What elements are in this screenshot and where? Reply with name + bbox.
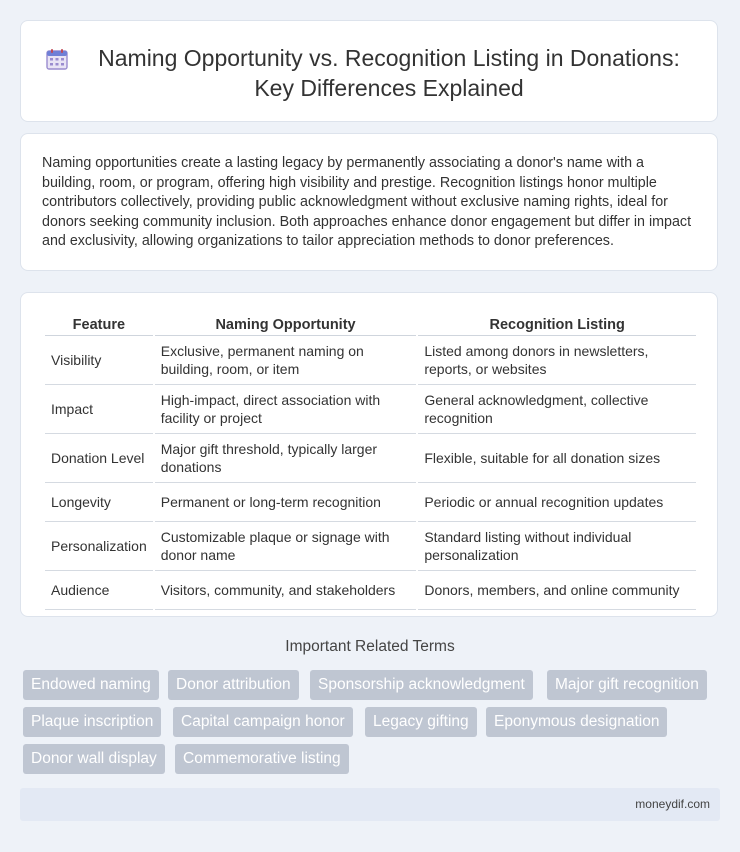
feature-cell: Donation Level [45, 434, 153, 483]
header-feature: Feature [45, 315, 153, 336]
naming-cell: Exclusive, permanent naming on building, room, or item [155, 336, 417, 385]
tag-eponymous-designation[interactable]: Eponymous designation [486, 707, 667, 737]
feature-cell: Longevity [45, 483, 153, 522]
recognition-cell: General acknowledgment, collective recognition [418, 385, 696, 434]
tag-legacy-gifting[interactable]: Legacy gifting [365, 707, 477, 737]
intro-card [20, 133, 718, 271]
site-credit[interactable]: moneydif.com [635, 797, 710, 811]
related-terms-heading: Important Related Terms [285, 638, 455, 655]
table-row [45, 571, 696, 610]
recognition-cell: Listed among donors in newsletters, reports, or websites [418, 336, 696, 385]
table-row [45, 522, 696, 571]
tag-capital-campaign-honor[interactable]: Capital campaign honor [173, 707, 353, 737]
tag-endowed-naming[interactable]: Endowed naming [23, 670, 159, 700]
recognition-cell: Flexible, suitable for all donation sizes [418, 434, 696, 483]
table-row [45, 483, 696, 522]
tag-donor-wall-display[interactable]: Donor wall display [23, 744, 165, 774]
table-row [45, 434, 696, 483]
header-naming-opportunity: Naming Opportunity [155, 315, 417, 336]
recognition-cell: Standard listing without individual personalization [418, 522, 696, 571]
naming-cell: High-impact, direct association with facility or project [155, 385, 417, 434]
naming-cell: Permanent or long-term recognition [155, 483, 417, 522]
footer [20, 788, 720, 821]
tag-sponsorship-acknowledgment[interactable]: Sponsorship acknowledgment [310, 670, 533, 700]
feature-cell: Personalization [45, 522, 153, 571]
table-row [45, 385, 696, 434]
tag-commemorative-listing[interactable]: Commemorative listing [175, 744, 349, 774]
tag-plaque-inscription[interactable]: Plaque inscription [23, 707, 161, 737]
feature-cell: Impact [45, 385, 153, 434]
recognition-cell: Periodic or annual recognition updates [418, 483, 696, 522]
tag-major-gift-recognition[interactable]: Major gift recognition [547, 670, 707, 700]
feature-cell: Visibility [45, 336, 153, 385]
header-recognition-listing: Recognition Listing [418, 315, 696, 336]
table-header-row [45, 315, 696, 336]
recognition-cell: Donors, members, and online community [418, 571, 696, 610]
tag-donor-attribution[interactable]: Donor attribution [168, 670, 299, 700]
feature-cell: Audience [45, 571, 153, 610]
intro-paragraph: Naming opportunities create a lasting legacy by permanently associating a donor's name with a building, room, or program, offering high visibility and prestige. Recognition listings honor multiple contributors collectively, providing public acknowledgment without exclusive naming rights, ideal for donors seeking community inclusion. Both approaches enhance donor engagement but differ in impact and exclusivity, allowing organizations to tailor appreciation methods to donor preferences. [42, 155, 692, 250]
comparison-table [43, 315, 698, 610]
title-card [20, 20, 718, 122]
page-title: Naming Opportunity vs. Recognition Listing in Donations: Key Differences Explained [98, 45, 680, 101]
table-row [45, 336, 696, 385]
naming-cell: Customizable plaque or signage with donor name [155, 522, 417, 571]
comparison-card [20, 292, 718, 617]
naming-cell: Visitors, community, and stakeholders [155, 571, 417, 610]
naming-cell: Major gift threshold, typically larger donations [155, 434, 417, 483]
